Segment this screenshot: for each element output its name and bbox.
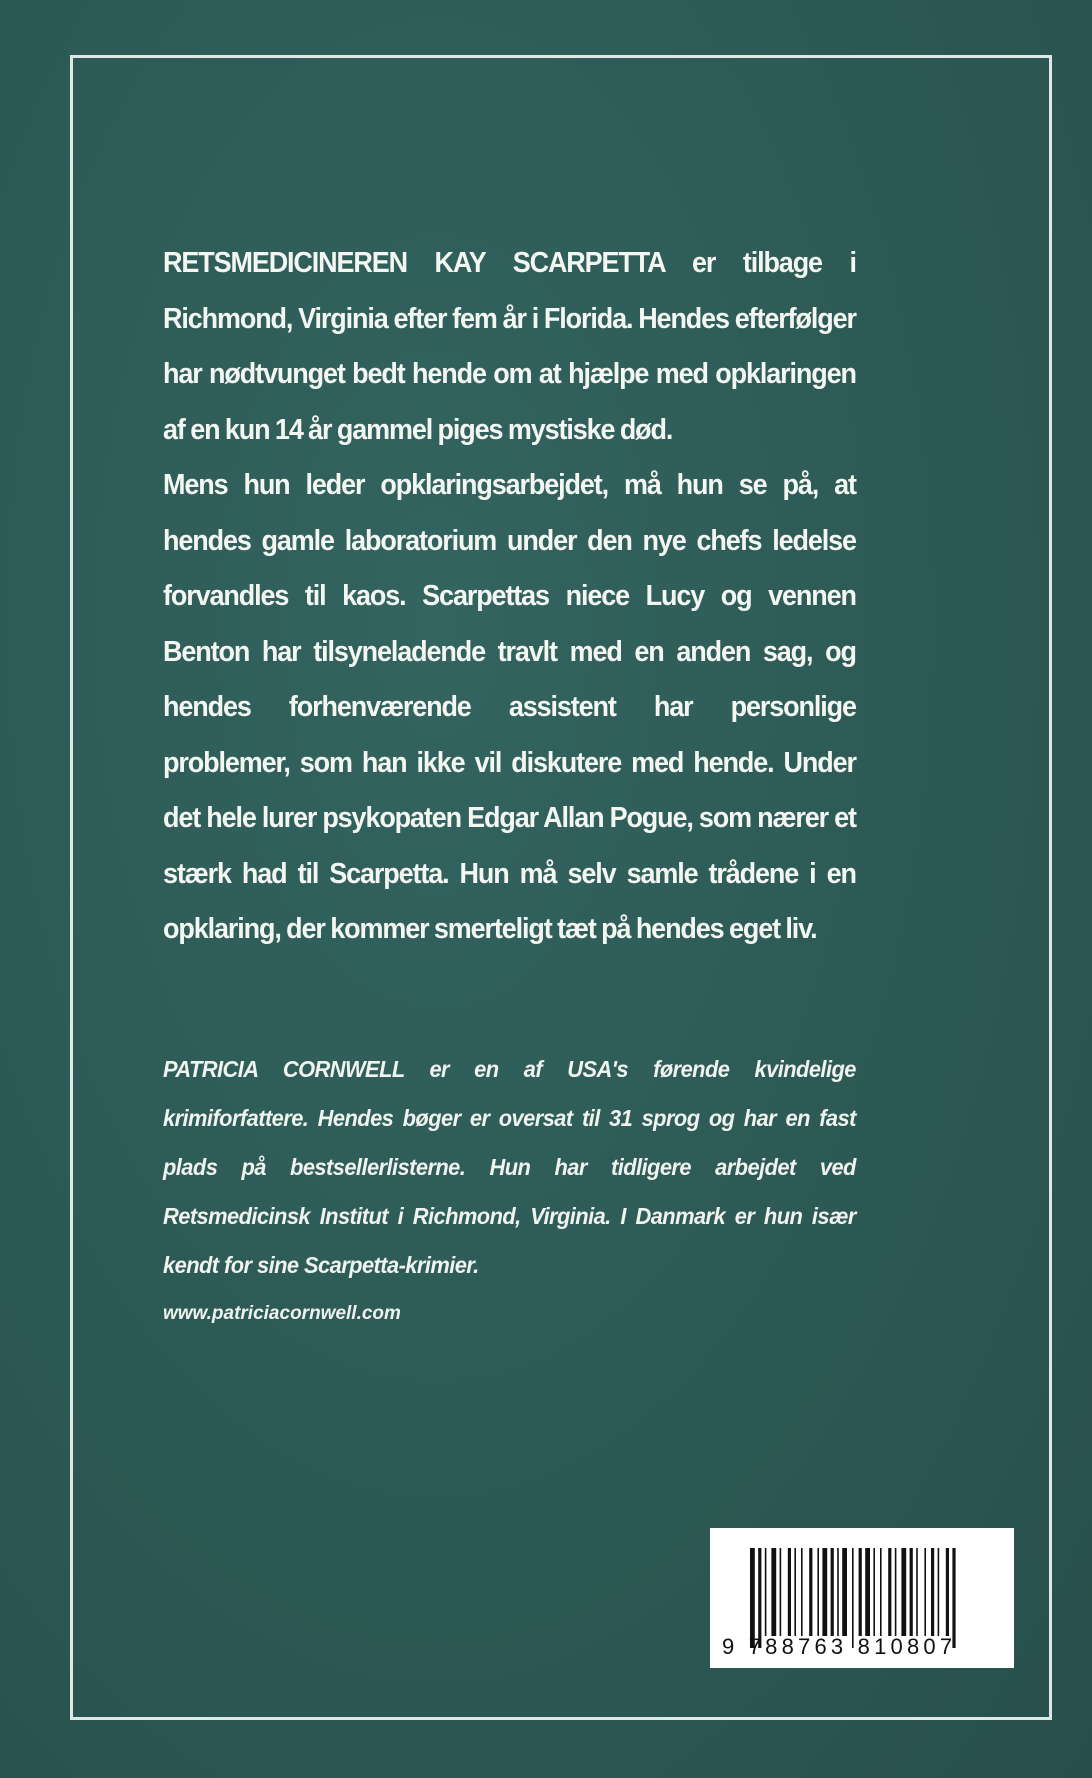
barcode-bar — [801, 1548, 803, 1636]
barcode-bar — [758, 1548, 761, 1648]
author-bio-paragraph — [163, 1045, 856, 1290]
barcode-bar — [765, 1548, 767, 1636]
barcode-bar — [750, 1548, 755, 1648]
barcode-bar — [837, 1548, 839, 1636]
barcode-bar — [842, 1548, 847, 1636]
barcode-bar — [916, 1548, 918, 1636]
barcode-bar — [859, 1548, 862, 1636]
barcode-bar — [895, 1548, 897, 1636]
barcode-bar — [817, 1548, 819, 1636]
barcode-bar — [901, 1548, 906, 1636]
barcode-bar — [822, 1548, 827, 1636]
barcode-bar — [910, 1548, 913, 1636]
author-website: www.patriciacornwell.com — [163, 1303, 401, 1324]
barcode-bar — [771, 1548, 776, 1636]
barcode-bar — [788, 1548, 791, 1636]
barcode-bar — [794, 1548, 796, 1636]
synopsis-paragraph-2: Mens hun leder opklaringsarbejdet, må hun se på, at hendes gamle laboratorium under den nye chefs ledelse forvandles til kaos. Scarpettas niece Lucy og vennen Benton har tilsyneladende travlt med en anden sag, og hendes forhenværende assistent har personlige problemer, som han ikke vil diskutere med hende. Under det hele lurer psykopaten Edgar Allan Pogue, som nærer et stærk had til Scarpetta. Hun må selv samle trådene i en opklaring, der kommer smerteligt tæt på hendes eget liv. — [163, 469, 856, 945]
barcode-bar — [888, 1548, 891, 1636]
author-name: PATRICIA CORNWELL — [163, 1056, 405, 1082]
isbn-barcode — [710, 1528, 1014, 1668]
synopsis-paragraph-1-text: er tilbage i Richmond, Virginia efter fem år i Florida. Hendes efterfølger har nødtvunget bedt hende om at hjælpe med opklaringen af en kun 14 år gammel piges mystiske død. — [163, 247, 856, 446]
barcode-bar — [924, 1548, 926, 1636]
barcode-bar — [946, 1548, 949, 1636]
barcode-bar — [938, 1548, 940, 1636]
author-bio-text: er en af USA's førende kvindelige krimiforfattere. Hendes bøger er oversat til 31 sprog og har en fast plads på bestsellerlisterne. Hun har tidligere arbejdet ved Retsmedicinsk Institut i Richmond, Virginia. I Danmark er hun især kendt for sine Scarpetta-krimier. — [163, 1056, 856, 1278]
barcode-bar — [952, 1548, 955, 1648]
barcode-bar — [865, 1548, 870, 1636]
isbn-digits: 9 788763 810807 — [722, 1634, 957, 1659]
barcode-bar — [852, 1548, 854, 1648]
barcode-bar — [809, 1548, 812, 1636]
barcode-bar — [880, 1548, 882, 1636]
barcode-bar — [873, 1548, 875, 1636]
barcode-bar — [780, 1548, 782, 1636]
synopsis-blurb — [163, 236, 856, 958]
author-bio — [163, 1045, 856, 1290]
barcode-bar — [831, 1548, 834, 1636]
synopsis-paragraph-1 — [163, 236, 856, 458]
barcode-bar — [931, 1548, 934, 1636]
synopsis-lead: RETSMEDICINEREN KAY SCARPETTA — [163, 247, 665, 279]
